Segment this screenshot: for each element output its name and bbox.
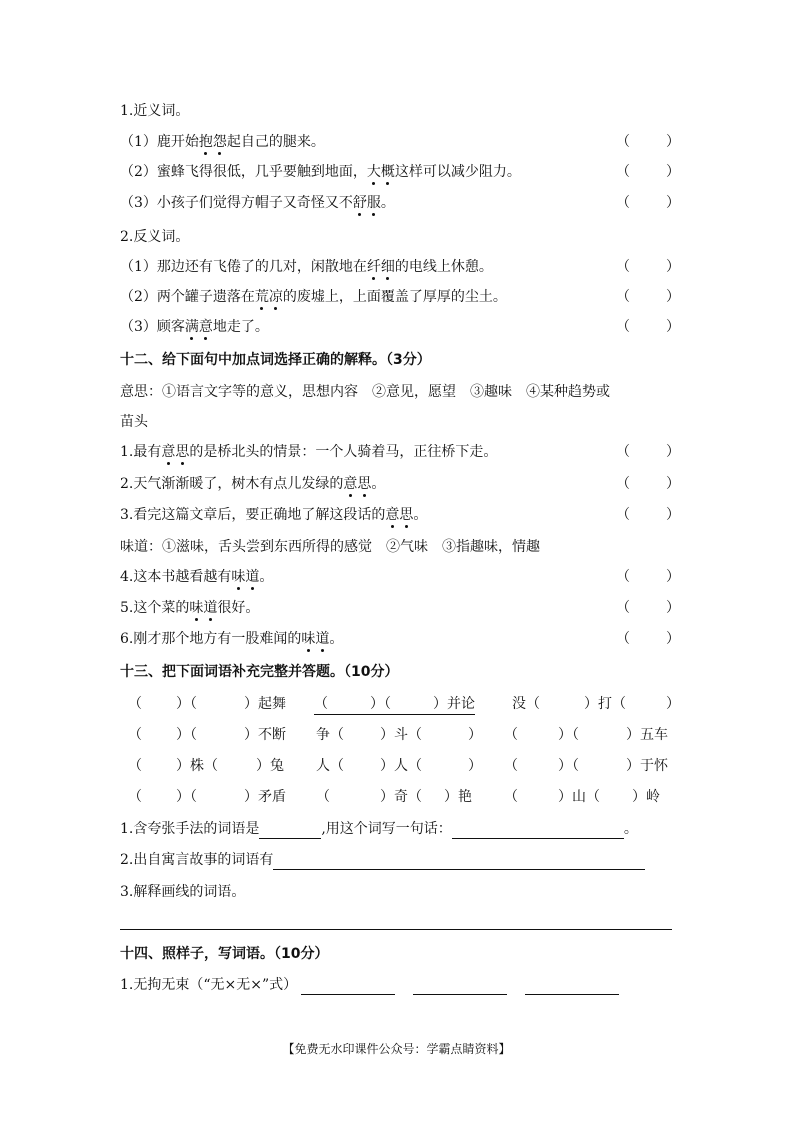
weidao-definition: 味道：①滋味，舌头尝到东西所得的感觉 ②气味 ③指趣味，情趣 [120, 539, 540, 555]
answer-paren[interactable]: （ ） [616, 319, 680, 335]
idiom-row-1 [120, 694, 680, 714]
idiom-fill: ） [468, 727, 482, 743]
answer-blank[interactable] [452, 822, 624, 839]
idiom-fill: ）五车 [626, 727, 668, 743]
answer-paren[interactable]: （ ） [616, 507, 680, 523]
idiom-fill: ）（ [558, 727, 579, 743]
answer-paren[interactable]: （ ） [616, 600, 680, 616]
answer-paren[interactable]: （ ） [616, 289, 680, 305]
s12-item-1: 1.最有意思的是桥北头的情景：一个人骑着马，正往桥下走。 [120, 444, 498, 460]
answer-paren[interactable]: （ ） [616, 259, 680, 275]
idiom-fill: ）奇（ [380, 789, 422, 805]
answer-paren[interactable]: （ ） [616, 134, 680, 150]
s12-item-3: 3.看完这篇文章后，要正确地了解这段话的意思。 [120, 507, 428, 523]
answer-blank[interactable] [301, 978, 395, 995]
s13-question-2: 2.出自寓言故事的词语有 [120, 850, 680, 870]
answer-blank[interactable] [273, 853, 645, 870]
idiom-row-3 [120, 756, 680, 776]
yisi-definition: 意思：①语言文字等的意义，思想内容 ②意见，愿望 ③趣味 ④某种趋势或 [120, 384, 610, 400]
idiom-fill: （ [128, 696, 142, 712]
section-13-heading: 十三、把下面词语补充完整并答题。（10分） [120, 664, 399, 680]
s12-item-4: 4.这本书越看越有味道。 [120, 569, 274, 585]
answer-paren[interactable]: （ ） [616, 444, 680, 460]
idiom-fill: ）岭 [632, 789, 660, 805]
idiom-fill: 争（ [316, 727, 344, 743]
s13-question-1: 1.含夸张手法的词语是 ,用这个词写一句话： 。 [120, 821, 638, 837]
idiom-fill: ）斗（ [380, 727, 422, 743]
idiom-fill-underlined: （ ）（ ）并论 [314, 694, 475, 715]
footer-note: 【免费无水印课件公众号：学霸点睛资料】 [282, 1042, 511, 1056]
s14-question-1: 1.无拘无束（“无×无×”式） [120, 975, 680, 995]
idiom-fill: 没（ [512, 696, 540, 712]
q2-item-1: （1）那边还有飞倦了的几对，闲散地在纤细的电线上休憩。 [120, 259, 493, 275]
idiom-fill: （ [128, 758, 142, 774]
idiom-fill: ）于怀 [626, 758, 668, 774]
answer-paren[interactable]: （ ） [616, 195, 680, 211]
idiom-fill: ） [468, 758, 482, 774]
q1-item-1: （1）鹿开始抱怨起自己的腿来。 [120, 134, 325, 150]
idiom-fill: ） [666, 696, 680, 712]
answer-blank[interactable] [413, 978, 507, 995]
idiom-fill: ）（ [176, 696, 197, 712]
q2-item-2: （2）两个罐子遗落在荒凉的废墟上，上面覆盖了厚厚的尘土。 [120, 289, 507, 305]
idiom-fill: ）兔 [256, 758, 284, 774]
idiom-fill: （ [504, 758, 518, 774]
idiom-fill: ）山（ [558, 789, 600, 805]
idiom-fill: （ [128, 727, 142, 743]
answer-paren[interactable]: （ ） [616, 164, 680, 180]
section-12-heading: 十二、给下面句中加点词选择正确的解释。（3分） [120, 352, 431, 368]
answer-blank[interactable] [259, 822, 321, 839]
idiom-fill: ）（ [176, 789, 197, 805]
idiom-fill: ）株（ [176, 758, 218, 774]
s13-question-3: 3.解释画线的词语。 [120, 884, 246, 900]
idiom-fill: （ [504, 789, 518, 805]
section-14-heading: 十四、照样子，写词语。（10分） [120, 946, 329, 962]
idiom-fill: （ [316, 789, 330, 805]
idiom-fill: ）矛盾 [244, 789, 286, 805]
idiom-fill: ）打（ [584, 696, 626, 712]
s12-item-5: 5.这个菜的味道很好。 [120, 600, 260, 616]
idiom-fill: ）（ [176, 727, 197, 743]
idiom-fill: 人（ [316, 758, 344, 774]
s12-item-2: 2.天气渐渐暖了，树木有点儿发绿的意思。 [120, 476, 386, 492]
idiom-fill: ）艳 [444, 789, 472, 805]
idiom-fill: ）人（ [380, 758, 422, 774]
idiom-fill: （ [504, 727, 518, 743]
answer-blank[interactable] [525, 978, 619, 995]
q1-item-2: （2）蜜蜂飞得很低，几乎要触到地面，大概这样可以减少阻力。 [120, 164, 521, 180]
q1-item-3: （3）小孩子们觉得方帽子又奇怪又不舒服。 [120, 195, 395, 211]
s12-item-6: 6.刚才那个地方有一股难闻的味道。 [120, 631, 344, 647]
idiom-fill: ）起舞 [244, 696, 286, 712]
idiom-row-4 [120, 787, 680, 807]
answer-line[interactable] [120, 929, 672, 930]
idiom-fill: ）（ [558, 758, 579, 774]
q1-title: 1.近义词。 [120, 103, 190, 119]
q2-item-3: （3）顾客满意地走了。 [120, 319, 269, 335]
answer-paren[interactable]: （ ） [616, 569, 680, 585]
idiom-fill: ）不断 [244, 727, 286, 743]
q2-title: 2.反义词。 [120, 229, 190, 245]
answer-paren[interactable]: （ ） [616, 631, 680, 647]
idiom-row-2 [120, 725, 680, 745]
idiom-fill: （ [128, 789, 142, 805]
yisi-definition-cont: 苗头 [120, 414, 148, 430]
answer-paren[interactable]: （ ） [616, 476, 680, 492]
